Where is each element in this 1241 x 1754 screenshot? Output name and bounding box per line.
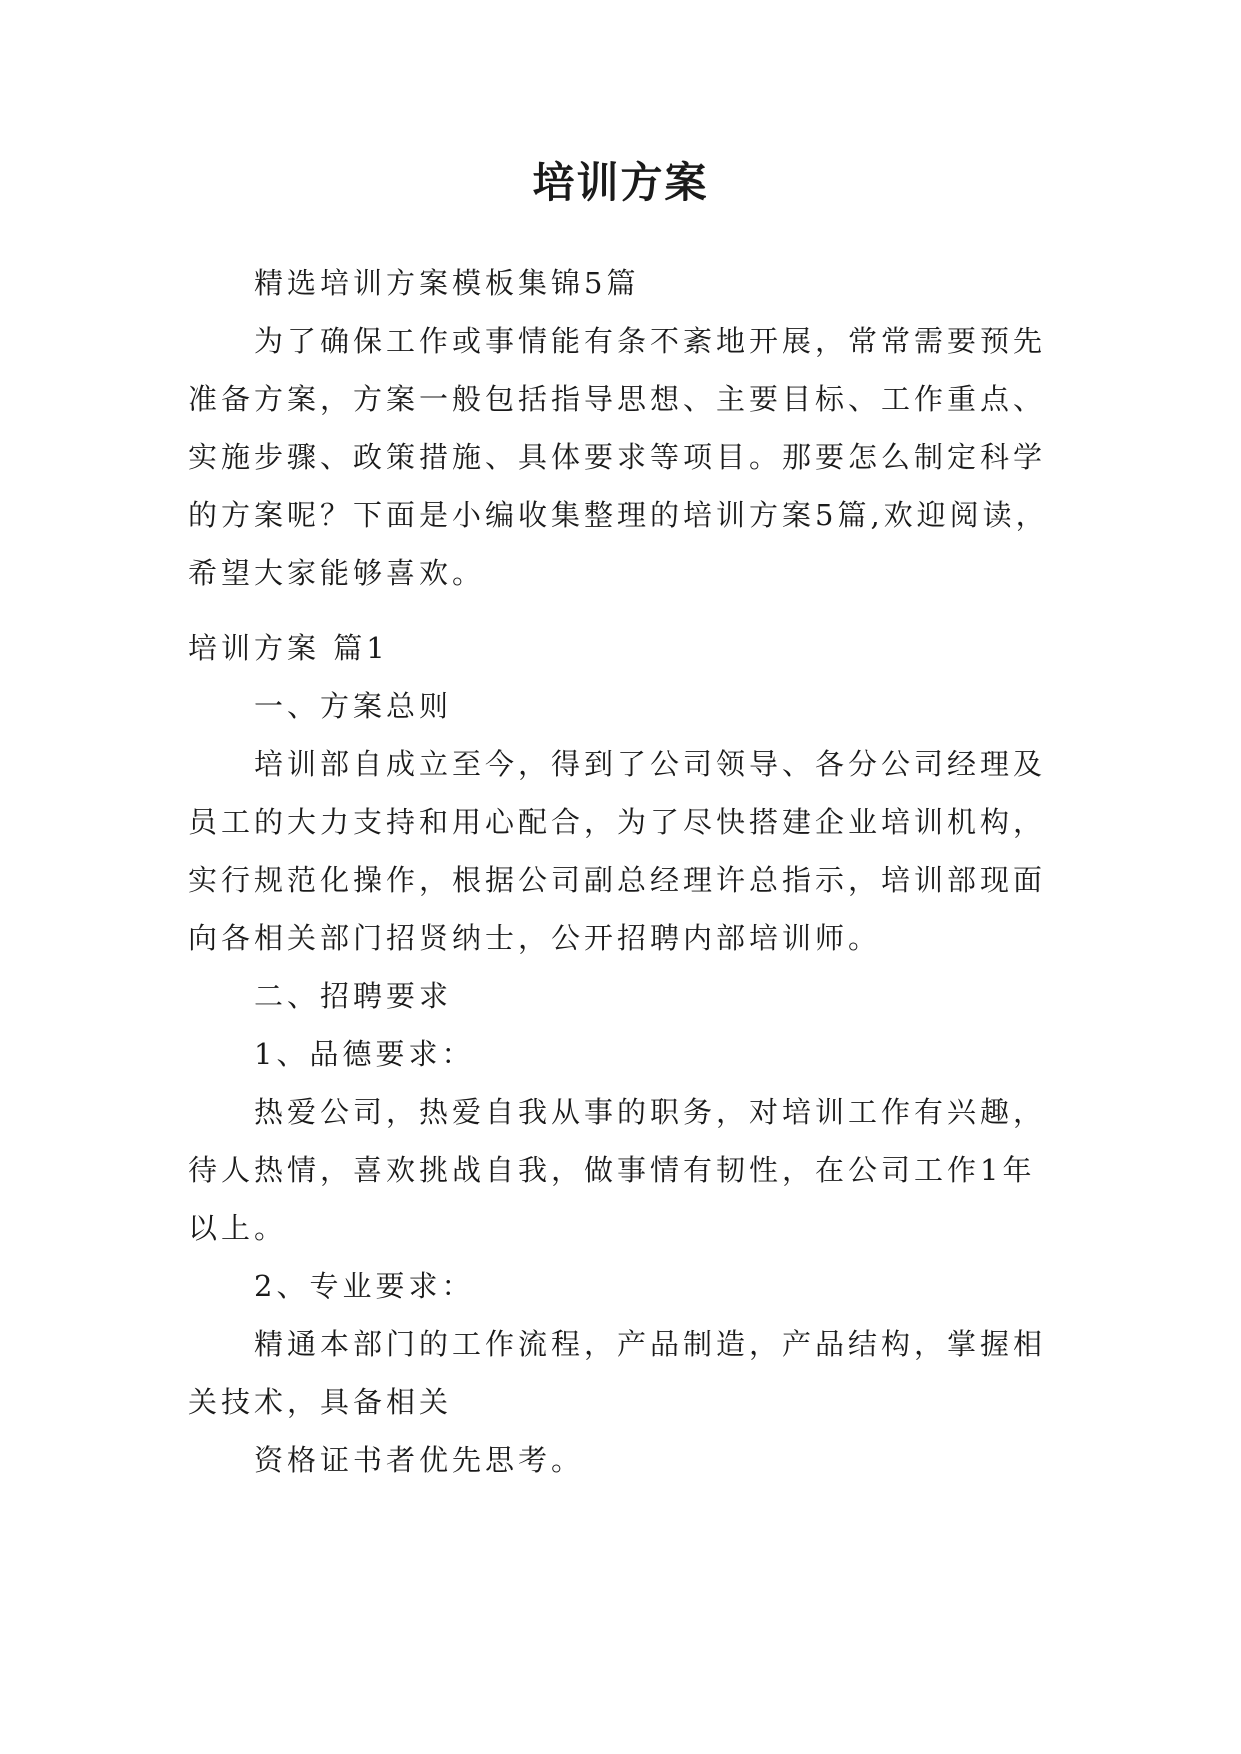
document-title: 培训方案 — [532, 158, 709, 207]
pro-tail: 资格证书者优先思考。 — [254, 1443, 585, 1477]
general-line: 向各相关部门招贤纳士，公开招聘内部培训师。 — [188, 921, 882, 955]
intro-line: 希望大家能够喜欢。 — [188, 556, 486, 590]
moral-line: 以上。 — [188, 1211, 288, 1245]
general-line: 员工的大力支持和用心配合，为了尽快搭建企业培训机构， — [188, 805, 1047, 839]
intro-block — [188, 254, 1068, 602]
section-1-block — [188, 619, 1068, 1489]
general-line: 实行规范化操作，根据公司副总经理许总指示，培训部现面 — [188, 863, 1047, 897]
general-line: 培训部自成立至今，得到了公司领导、各分公司经理及 — [254, 747, 1047, 781]
intro-subtitle: 精选培训方案模板集锦5篇 — [254, 266, 640, 300]
recruit-heading: 二、招聘要求 — [254, 979, 453, 1013]
moral-line: 热爱公司，热爱自我从事的职务，对培训工作有兴趣， — [254, 1095, 1047, 1129]
moral-line: 待人热情，喜欢挑战自我，做事情有韧性，在公司工作1年 — [188, 1153, 1036, 1187]
general-heading: 一、方案总则 — [254, 689, 453, 723]
pro-line: 关技术，具备相关 — [188, 1385, 453, 1419]
moral-heading: 1、品德要求： — [254, 1037, 475, 1071]
intro-line: 实施步骤、政策措施、具体要求等项目。那要怎么制定科学 — [188, 440, 1047, 474]
pro-heading: 2、专业要求： — [254, 1269, 475, 1303]
intro-line: 准备方案，方案一般包括指导思想、主要目标、工作重点、 — [188, 382, 1047, 416]
section-heading: 培训方案 篇1 — [188, 631, 389, 665]
pro-line: 精通本部门的工作流程，产品制造，产品结构，掌握相 — [254, 1327, 1047, 1361]
intro-line: 为了确保工作或事情能有条不紊地开展，常常需要预先 — [254, 324, 1047, 358]
intro-line: 的方案呢？下面是小编收集整理的培训方案5篇,欢迎阅读， — [188, 498, 1049, 532]
